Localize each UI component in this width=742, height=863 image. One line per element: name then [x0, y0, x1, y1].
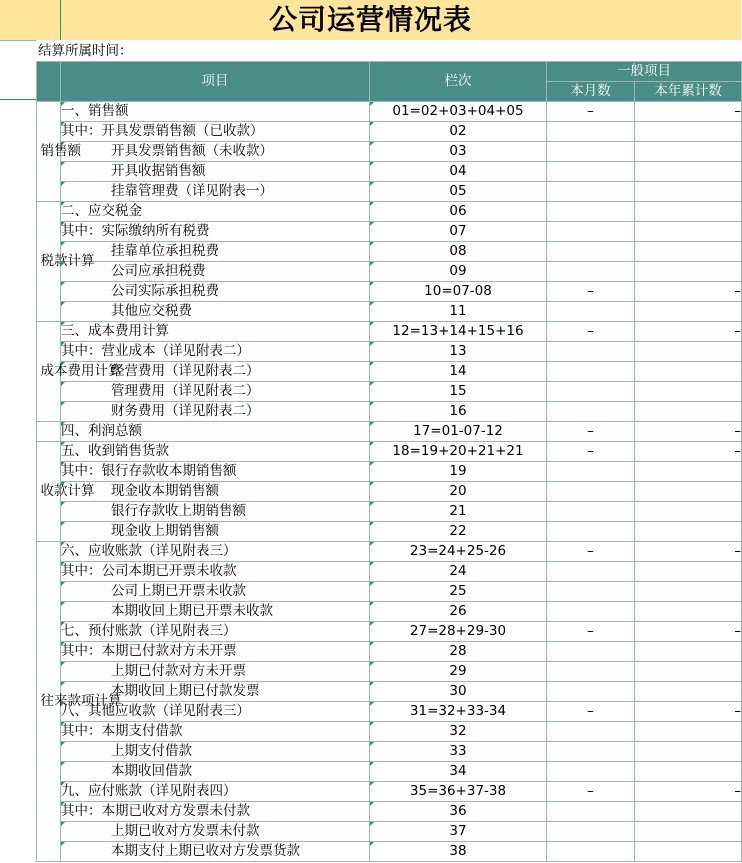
- year-cell[interactable]: –: [635, 442, 742, 462]
- item-cell[interactable]: 本期支付上期已收对方发票货款: [61, 842, 370, 862]
- cell-cursor-line: [60, 0, 61, 40]
- operations-table: [36, 61, 742, 862]
- code-cell[interactable]: 29: [370, 662, 547, 682]
- category-cell[interactable]: [37, 422, 61, 442]
- item-cell[interactable]: 现金收本期销售额: [61, 482, 370, 502]
- header-blank: [37, 62, 61, 102]
- year-cell[interactable]: [635, 242, 742, 262]
- month-cell[interactable]: [547, 482, 635, 502]
- year-cell[interactable]: [635, 502, 742, 522]
- code-cell[interactable]: 22: [370, 522, 547, 542]
- table-row: [37, 262, 742, 282]
- table-row: [37, 102, 742, 122]
- month-cell[interactable]: –: [547, 322, 635, 342]
- year-cell[interactable]: [635, 802, 742, 822]
- table-row: [37, 842, 742, 862]
- code-cell[interactable]: 02: [370, 122, 547, 142]
- year-cell[interactable]: [635, 122, 742, 142]
- year-cell[interactable]: [635, 202, 742, 222]
- item-cell[interactable]: 其中：实际缴纳所有税费: [61, 222, 370, 242]
- item-cell[interactable]: 开具收据销售额: [61, 162, 370, 182]
- table-row: [37, 622, 742, 642]
- item-cell[interactable]: 挂靠单位承担税费: [61, 242, 370, 262]
- item-cell[interactable]: 管理费用（详见附表二）: [61, 382, 370, 402]
- year-cell[interactable]: [635, 722, 742, 742]
- table-row: [37, 182, 742, 202]
- item-cell[interactable]: 其中：营业成本（详见附表二）: [61, 342, 370, 362]
- month-cell[interactable]: –: [547, 782, 635, 802]
- code-cell[interactable]: 05: [370, 182, 547, 202]
- month-cell[interactable]: [547, 802, 635, 822]
- code-cell[interactable]: 26: [370, 602, 547, 622]
- month-cell[interactable]: [547, 502, 635, 522]
- month-cell[interactable]: [547, 582, 635, 602]
- table-row: [37, 702, 742, 722]
- month-cell[interactable]: [547, 842, 635, 862]
- year-cell[interactable]: [635, 142, 742, 162]
- year-cell[interactable]: –: [635, 422, 742, 442]
- item-cell[interactable]: 其中：开具发票销售额（已收款）: [61, 122, 370, 142]
- code-cell[interactable]: 32: [370, 722, 547, 742]
- month-cell[interactable]: [547, 242, 635, 262]
- month-cell[interactable]: [547, 462, 635, 482]
- table-row: [37, 162, 742, 182]
- code-cell[interactable]: 38: [370, 842, 547, 862]
- table-row: [37, 742, 742, 762]
- code-cell[interactable]: 27=28+29-30: [370, 622, 547, 642]
- code-cell[interactable]: 31=32+33-34: [370, 702, 547, 722]
- code-cell[interactable]: 19: [370, 462, 547, 482]
- item-cell[interactable]: 其中：公司本期已开票未收款: [61, 562, 370, 582]
- gridline: [0, 40, 36, 41]
- table-row: [37, 402, 742, 422]
- item-cell[interactable]: 上期已收对方发票未付款: [61, 822, 370, 842]
- code-cell[interactable]: 14: [370, 362, 547, 382]
- item-cell[interactable]: 其他应交税费: [61, 302, 370, 322]
- table-row: [37, 442, 742, 462]
- code-cell[interactable]: 35=36+37-38: [370, 782, 547, 802]
- table-row: [37, 822, 742, 842]
- code-cell[interactable]: 09: [370, 262, 547, 282]
- code-cell[interactable]: 13: [370, 342, 547, 362]
- year-cell[interactable]: [635, 382, 742, 402]
- table-row: [37, 302, 742, 322]
- year-cell[interactable]: [635, 602, 742, 622]
- table-row: [37, 762, 742, 782]
- month-cell[interactable]: [547, 562, 635, 582]
- header-code: 栏次: [370, 62, 547, 102]
- code-cell[interactable]: 12=13+14+15+16: [370, 322, 547, 342]
- item-cell[interactable]: 四、利润总额: [61, 422, 370, 442]
- item-cell[interactable]: 挂靠管理费（详见附表一）: [61, 182, 370, 202]
- month-cell[interactable]: –: [547, 702, 635, 722]
- item-cell[interactable]: 公司上期已开票未收款: [61, 582, 370, 602]
- code-cell[interactable]: 08: [370, 242, 547, 262]
- month-cell[interactable]: [547, 202, 635, 222]
- table-row: [37, 242, 742, 262]
- table-row: [37, 322, 742, 342]
- year-cell[interactable]: [635, 822, 742, 842]
- month-cell[interactable]: [547, 262, 635, 282]
- header-year: 本年累计数: [635, 82, 742, 102]
- table-row: [37, 722, 742, 742]
- year-cell[interactable]: [635, 462, 742, 482]
- year-cell[interactable]: [635, 222, 742, 242]
- item-cell[interactable]: 七、预付账款（详见附表三）: [61, 622, 370, 642]
- code-cell[interactable]: 16: [370, 402, 547, 422]
- code-cell[interactable]: 30: [370, 682, 547, 702]
- item-cell[interactable]: 其中：本期支付借款: [61, 722, 370, 742]
- code-cell[interactable]: 17=01-07-12: [370, 422, 547, 442]
- category-label: 往来款项计算: [40, 693, 122, 709]
- item-cell[interactable]: 开具发票销售额（未收款）: [61, 142, 370, 162]
- table-row: [37, 502, 742, 522]
- year-cell[interactable]: [635, 262, 742, 282]
- month-cell[interactable]: [547, 822, 635, 842]
- category-label: 税款计算: [40, 253, 95, 269]
- category-cell[interactable]: [37, 202, 95, 322]
- code-cell[interactable]: 01=02+03+04+05: [370, 102, 547, 122]
- item-cell[interactable]: 银行存款收上期销售额: [61, 502, 370, 522]
- code-cell[interactable]: 25: [370, 582, 547, 602]
- year-cell[interactable]: [635, 742, 742, 762]
- year-cell[interactable]: [635, 662, 742, 682]
- table-body: [37, 102, 742, 862]
- year-cell[interactable]: [635, 642, 742, 662]
- code-cell[interactable]: 03: [370, 142, 547, 162]
- table-row: [37, 802, 742, 822]
- table-row: [37, 682, 742, 702]
- code-cell[interactable]: 34: [370, 762, 547, 782]
- month-cell[interactable]: [547, 122, 635, 142]
- code-cell[interactable]: 04: [370, 162, 547, 182]
- month-cell[interactable]: [547, 522, 635, 542]
- code-cell[interactable]: 18=19+20+21+21: [370, 442, 547, 462]
- item-cell[interactable]: 二、应交税金: [61, 202, 370, 222]
- month-cell[interactable]: [547, 762, 635, 782]
- year-cell[interactable]: [635, 162, 742, 182]
- month-cell[interactable]: –: [547, 442, 635, 462]
- code-cell[interactable]: 28: [370, 642, 547, 662]
- month-cell[interactable]: [547, 662, 635, 682]
- month-cell[interactable]: –: [547, 622, 635, 642]
- code-cell[interactable]: 24: [370, 562, 547, 582]
- table-row: [37, 522, 742, 542]
- code-cell[interactable]: 15: [370, 382, 547, 402]
- table-row: [37, 362, 742, 382]
- category-cell[interactable]: [37, 442, 95, 542]
- code-cell[interactable]: 06: [370, 202, 547, 222]
- month-cell[interactable]: –: [547, 102, 635, 122]
- year-cell[interactable]: [635, 842, 742, 862]
- month-cell[interactable]: [547, 642, 635, 662]
- category-label: 成本费用计算: [40, 363, 122, 379]
- period-label: 结算所属时间：: [38, 43, 133, 59]
- item-cell[interactable]: 本期收回上期已付款发票: [61, 682, 370, 702]
- table-row: [37, 202, 742, 222]
- table-row: [37, 642, 742, 662]
- table-row: [37, 342, 742, 362]
- category-cell[interactable]: [37, 102, 81, 202]
- category-label: 销售额: [40, 143, 81, 159]
- item-cell[interactable]: 九、应付账款（详见附表四）: [61, 782, 370, 802]
- year-cell[interactable]: –: [635, 102, 742, 122]
- year-cell[interactable]: [635, 582, 742, 602]
- month-cell[interactable]: –: [547, 542, 635, 562]
- item-cell[interactable]: 三、成本费用计算: [61, 322, 370, 342]
- month-cell[interactable]: [547, 682, 635, 702]
- year-cell[interactable]: [635, 682, 742, 702]
- code-cell[interactable]: 20: [370, 482, 547, 502]
- table-row: [37, 462, 742, 482]
- year-cell[interactable]: [635, 402, 742, 422]
- category-label: 收款计算: [40, 483, 95, 499]
- code-cell[interactable]: 10=07-08: [370, 282, 547, 302]
- month-cell[interactable]: [547, 722, 635, 742]
- table-row: [37, 542, 742, 562]
- month-cell[interactable]: –: [547, 422, 635, 442]
- item-cell[interactable]: 其中：银行存款收本期销售额: [61, 462, 370, 482]
- item-cell[interactable]: 上期已付款对方未开票: [61, 662, 370, 682]
- month-cell[interactable]: [547, 142, 635, 162]
- gridline: [0, 99, 36, 100]
- header-item: 项目: [61, 62, 370, 102]
- month-cell[interactable]: [547, 602, 635, 622]
- header-group: 一般项目: [547, 62, 742, 82]
- item-cell[interactable]: 公司实际承担税费: [61, 282, 370, 302]
- item-cell[interactable]: 其中：本期已收对方发票未付款: [61, 802, 370, 822]
- year-cell[interactable]: [635, 562, 742, 582]
- year-cell[interactable]: [635, 302, 742, 322]
- item-cell[interactable]: 本期收回上期已开票未收款: [61, 602, 370, 622]
- code-cell[interactable]: 07: [370, 222, 547, 242]
- code-cell[interactable]: 21: [370, 502, 547, 522]
- page-title: 公司运营情况表: [268, 3, 472, 36]
- item-cell[interactable]: 八、其他应收款（详见附表三）: [61, 702, 370, 722]
- code-cell[interactable]: 33: [370, 742, 547, 762]
- title-bar: [0, 0, 741, 40]
- item-cell[interactable]: 财务费用（详见附表二）: [61, 402, 370, 422]
- code-cell[interactable]: 11: [370, 302, 547, 322]
- month-cell[interactable]: [547, 362, 635, 382]
- item-cell[interactable]: 六、应收账款（详见附表三）: [61, 542, 370, 562]
- item-cell[interactable]: 本期收回借款: [61, 762, 370, 782]
- year-cell[interactable]: –: [635, 702, 742, 722]
- month-cell[interactable]: [547, 302, 635, 322]
- table-row: [37, 382, 742, 402]
- year-cell[interactable]: –: [635, 782, 742, 802]
- month-cell[interactable]: [547, 222, 635, 242]
- item-cell[interactable]: 公司应承担税费: [61, 262, 370, 282]
- month-cell[interactable]: [547, 742, 635, 762]
- item-cell[interactable]: 经营费用（详见附表二）: [61, 362, 370, 382]
- item-cell[interactable]: 一、销售额: [61, 102, 370, 122]
- table-row: [37, 282, 742, 302]
- month-cell[interactable]: [547, 402, 635, 422]
- code-cell[interactable]: 36: [370, 802, 547, 822]
- code-cell[interactable]: 37: [370, 822, 547, 842]
- month-cell[interactable]: [547, 162, 635, 182]
- table-row: [37, 662, 742, 682]
- year-cell[interactable]: [635, 762, 742, 782]
- year-cell[interactable]: [635, 522, 742, 542]
- year-cell[interactable]: [635, 362, 742, 382]
- item-cell[interactable]: 五、收到销售货款: [61, 442, 370, 462]
- item-cell[interactable]: 现金收上期销售额: [61, 522, 370, 542]
- year-cell[interactable]: [635, 182, 742, 202]
- table-row: [37, 582, 742, 602]
- code-cell[interactable]: 23=24+25-26: [370, 542, 547, 562]
- year-cell[interactable]: [635, 342, 742, 362]
- year-cell[interactable]: [635, 482, 742, 502]
- table-row: [37, 222, 742, 242]
- year-cell[interactable]: –: [635, 622, 742, 642]
- table-row: [37, 142, 742, 162]
- year-cell[interactable]: –: [635, 542, 742, 562]
- header-month: 本月数: [547, 82, 635, 102]
- month-cell[interactable]: [547, 182, 635, 202]
- table-row: [37, 122, 742, 142]
- month-cell[interactable]: [547, 342, 635, 362]
- month-cell[interactable]: –: [547, 282, 635, 302]
- table-row: [37, 482, 742, 502]
- table-row: [37, 422, 742, 442]
- table-row: [37, 782, 742, 802]
- item-cell[interactable]: 其中：本期已付款对方未开票: [61, 642, 370, 662]
- table-row: [37, 602, 742, 622]
- table-row: [37, 562, 742, 582]
- month-cell[interactable]: [547, 382, 635, 402]
- year-cell[interactable]: –: [635, 322, 742, 342]
- year-cell[interactable]: –: [635, 282, 742, 302]
- item-cell[interactable]: 上期支付借款: [61, 742, 370, 762]
